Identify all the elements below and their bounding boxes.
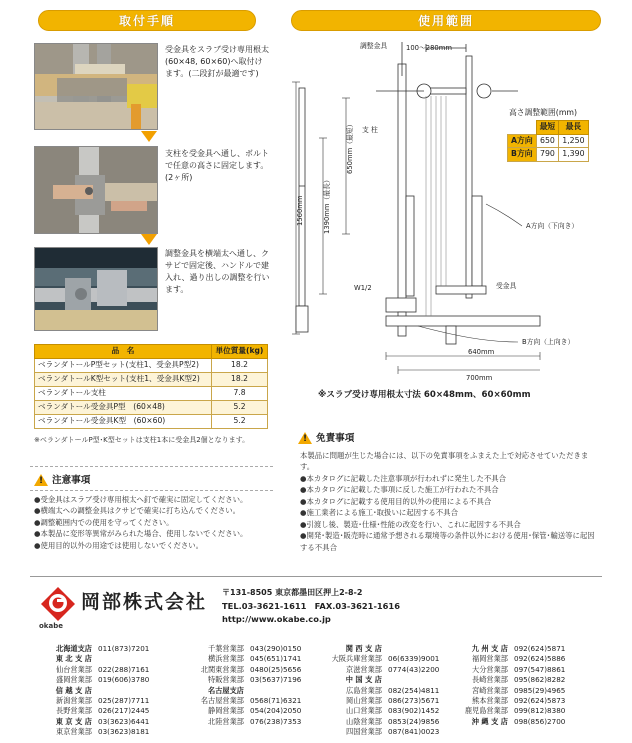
contact-row <box>452 696 582 706</box>
office-tel: 086(273)5671 <box>388 696 440 706</box>
office-name: 信 越 支 店 <box>55 685 92 695</box>
list-item: ●受金具はスラブ受け専用根太へ釘で確実に固定してください。 <box>34 495 248 504</box>
label-w12: W1/2 <box>354 284 372 292</box>
brand-name: okabe <box>39 622 63 630</box>
label-d1390: 1390mm（最長） <box>323 176 331 234</box>
contact-row <box>452 675 582 685</box>
office-name: 千葉営業部 <box>208 644 244 653</box>
office-name: 長野営業部 <box>56 706 92 716</box>
company-url[interactable]: http://www.okabe.co.jp <box>222 614 331 624</box>
precautions-title-text: 注意事項 <box>52 475 91 486</box>
disclaimer-list <box>300 473 600 553</box>
product-name: ベランダトール受金具K型 (60×60) <box>35 415 212 429</box>
section-header-install: 取付手順 <box>38 10 256 31</box>
office-tel: 022(288)7161 <box>98 664 150 674</box>
product-weight: 18.2 <box>212 373 268 387</box>
office-tel: 03(3623)6441 <box>98 716 150 726</box>
contact-row <box>182 717 308 727</box>
office-tel: 082(254)4811 <box>388 685 440 695</box>
table-row <box>508 134 589 148</box>
office-tel: 0774(43)2200 <box>388 664 440 674</box>
table-row <box>35 387 268 401</box>
label-range-top: 100～280mm <box>406 44 452 52</box>
office-tel: 097(547)8861 <box>514 664 566 674</box>
contact-column-2 <box>182 644 308 727</box>
office-name: 鹿児島営業部 <box>464 706 508 716</box>
contact-row <box>312 686 446 696</box>
office-tel: 0480(25)5656 <box>250 664 302 674</box>
office-tel: 083(902)1452 <box>388 706 440 716</box>
office-name: 北海道支店 <box>56 644 92 653</box>
office-name: 熊本営業部 <box>472 696 508 706</box>
list-item: ●横端太への調整金具はクサビで確実に打ち込んでください。 <box>34 506 241 516</box>
office-name: 京滋営業部 <box>346 664 382 674</box>
height-table-header-max: 最長 <box>559 121 588 135</box>
height-row-label: B方向 <box>508 148 537 162</box>
company-postal: 〒131-8505 東京都墨田区押上2-8-2 <box>222 588 363 597</box>
label-d700: 700mm <box>466 374 493 382</box>
contact-row <box>452 665 582 675</box>
list-item: ●施工業者による施工･取扱いに起因する不具合 <box>300 508 458 518</box>
contact-row <box>312 644 446 654</box>
contact-row <box>182 665 308 675</box>
company-tel: TEL.03-3621-1611 FAX.03-3621-1616 <box>222 601 400 611</box>
warning-icon <box>298 432 312 444</box>
divider <box>30 576 602 577</box>
install-photo-2 <box>34 146 158 234</box>
table-row <box>35 401 268 415</box>
contact-column-4 <box>452 644 582 727</box>
product-name: ベランダトール受金具P型 (60×48) <box>35 401 212 415</box>
height-table-corner <box>508 121 537 135</box>
divider <box>30 466 273 467</box>
precautions-list <box>34 494 279 551</box>
contact-row <box>182 644 308 654</box>
office-tel: 043(290)0150 <box>250 644 302 653</box>
label-dir-b: B方向（上向き） <box>522 338 575 346</box>
office-name: 岡山営業部 <box>346 696 382 706</box>
product-weight: 5.2 <box>212 415 268 429</box>
contact-column-1 <box>34 644 162 738</box>
list-item: ●引渡し後、製造･仕様･性能の改変を行い、これに起因する不具合 <box>300 519 521 529</box>
office-name: 北関東営業部 <box>200 664 244 674</box>
label-bracket: 受金具 <box>496 282 517 290</box>
step-arrow-1 <box>141 131 157 142</box>
product-weight: 7.8 <box>212 387 268 401</box>
contact-row <box>452 706 582 716</box>
office-tel: 092(624)5886 <box>514 654 566 664</box>
contact-row <box>312 717 446 727</box>
table-row <box>35 359 268 373</box>
office-tel: 054(204)2050 <box>250 706 302 716</box>
step-arrow-2 <box>141 234 157 245</box>
office-tel: 0568(71)6321 <box>250 696 302 706</box>
table-row <box>35 415 268 429</box>
label-d640: 640mm <box>468 348 495 356</box>
product-table-header-weight: 単位質量(kg) <box>212 345 268 359</box>
contact-row <box>312 696 446 706</box>
office-name: 名古屋支店 <box>208 685 244 695</box>
height-max: 1,390 <box>559 148 588 162</box>
product-weight: 18.2 <box>212 359 268 373</box>
label-d1560: 1560mm <box>296 195 304 226</box>
contact-column-3 <box>312 644 446 738</box>
office-name: 関 西 支 店 <box>345 644 382 653</box>
step-text-1: 受金具をスラブ受け専用根太(60×48, 60×60)へ取付けます。(二段釘が最適です) <box>165 45 269 78</box>
precautions-title <box>34 474 90 488</box>
office-name: 名古屋営業部 <box>200 696 244 706</box>
contact-row <box>182 706 308 716</box>
office-tel: 026(217)2445 <box>98 706 150 716</box>
disclaimer-intro: 本製品に問題が生じた場合には、以下の免責事項をふまえた上で対応させていただきます。 <box>300 451 589 472</box>
office-tel: 011(873)7201 <box>98 644 150 653</box>
office-tel: 0853(24)9856 <box>388 716 440 726</box>
table-row <box>508 148 589 162</box>
contact-row <box>312 675 446 685</box>
office-name: 盛岡営業部 <box>56 675 92 685</box>
office-name: 大阪兵庫営業部 <box>331 654 382 664</box>
office-name: 仙台営業部 <box>56 664 92 674</box>
office-tel <box>92 686 162 696</box>
contact-row <box>34 717 162 727</box>
office-name: 九 州 支 店 <box>471 644 508 653</box>
office-name: 山陰営業部 <box>346 716 382 726</box>
office-tel: 03(5637)7196 <box>250 675 302 685</box>
office-name: 中 国 支 店 <box>345 675 382 685</box>
usage-range-diagram <box>286 36 606 390</box>
contact-row <box>182 696 308 706</box>
height-table <box>507 120 589 162</box>
office-tel: 098(856)2700 <box>514 716 566 726</box>
office-tel: 087(841)0023 <box>388 727 440 737</box>
install-photo-3 <box>34 247 158 331</box>
contact-row <box>312 727 446 737</box>
office-name: 沖 縄 支 店 <box>471 716 508 726</box>
step-text-3: 調整金具を横端太へ通し、クサビで固定後、ハンドルで建入れ、過り出しの調整を行います。 <box>165 249 270 294</box>
product-table <box>34 344 268 429</box>
office-tel: 092(624)5871 <box>514 644 566 653</box>
list-item: ●本カタログに記載した注意事項が行われずに発生した不具合 <box>300 474 507 483</box>
table-row <box>35 373 268 387</box>
list-item: ●本製品に変形等異常がみられた場合、使用しないでください。 <box>34 529 248 539</box>
disclaimer-title <box>298 432 354 446</box>
label-adjuster: 調整金具 <box>360 42 388 50</box>
office-name: 福岡営業部 <box>472 654 508 664</box>
contact-row <box>452 686 582 696</box>
label-d650: 650mm（最短） <box>346 120 354 174</box>
product-name: ベランダトール支柱 <box>35 387 212 401</box>
contact-row <box>34 686 162 696</box>
list-item: ●開発･製造･販売時に通常予想される環境等の条件以外における使用･保管･輸送等に起因する不具合 <box>300 531 595 552</box>
contact-row <box>34 727 162 737</box>
list-item: ●調整範囲内での使用を守ってください。 <box>34 517 174 527</box>
warning-icon <box>34 474 48 486</box>
office-name: 山口営業部 <box>346 706 382 716</box>
office-tel: 0985(29)4965 <box>514 685 566 695</box>
label-dir-a: A方向（下向き） <box>526 222 579 230</box>
office-tel: 045(651)1741 <box>250 654 302 664</box>
contact-row <box>34 706 162 716</box>
office-tel: 099(812)8380 <box>514 706 566 716</box>
contact-row <box>312 706 446 716</box>
contact-row <box>452 644 582 654</box>
office-name: 広島営業部 <box>346 685 382 695</box>
height-table-header-min: 最短 <box>536 121 559 135</box>
height-min: 650 <box>536 134 559 148</box>
office-tel <box>244 686 308 696</box>
label-post: 支 柱 <box>362 126 378 134</box>
office-tel <box>382 644 446 654</box>
office-tel: 095(862)8282 <box>514 675 566 685</box>
height-table-title: 高さ調整範囲(mm) <box>509 108 578 117</box>
contact-row <box>182 654 308 664</box>
product-table-note: ※ベランダトールP型･K型セットは支柱1本に受金具2個となります。 <box>34 436 250 444</box>
office-name: 長崎営業部 <box>472 675 508 685</box>
contact-row <box>182 686 308 696</box>
list-item: ●本カタログに記載した事項に反した施工が行われた不具合 <box>300 485 499 495</box>
office-tel: 092(624)5873 <box>514 696 566 706</box>
step-text-2: 支柱を受金具へ通し、ボルトで任意の高さに固定します。(2ヶ所) <box>165 149 269 182</box>
contact-row <box>452 717 582 727</box>
height-max: 1,250 <box>559 134 588 148</box>
contact-row <box>182 675 308 685</box>
office-tel: 06(6339)9001 <box>388 654 440 664</box>
office-name: 東京営業部 <box>56 727 92 737</box>
contact-row <box>34 696 162 706</box>
office-tel <box>92 654 162 664</box>
office-tel <box>382 675 446 685</box>
product-weight: 5.2 <box>212 401 268 415</box>
list-item: ●使用目的以外の用途では使用しないでください。 <box>34 540 204 550</box>
contact-row <box>34 654 162 664</box>
office-tel: 076(238)7353 <box>250 716 302 726</box>
office-tel: 019(606)3780 <box>98 675 150 685</box>
office-name: 東 北 支 店 <box>55 654 92 664</box>
office-name: 北陸営業部 <box>208 716 244 726</box>
office-name: 大分営業部 <box>472 664 508 674</box>
product-table-header-name: 品 名 <box>35 345 212 359</box>
contact-row <box>452 654 582 664</box>
divider <box>30 490 273 491</box>
product-name: ベランダトールK型セット(支柱1、受金具K型2) <box>35 373 212 387</box>
company-name: 岡部株式会社 <box>81 591 208 613</box>
list-item: ●本カタログに記載する使用目的以外の使用による不具合 <box>300 496 492 506</box>
section-header-range: 使用範囲 <box>291 10 601 31</box>
office-name: 特販営業部 <box>208 675 244 685</box>
contact-row <box>34 665 162 675</box>
product-name: ベランダトールP型セット(支柱1、受金具P型2) <box>35 359 212 373</box>
contact-row <box>34 675 162 685</box>
office-tel: 03(3623)8181 <box>98 727 150 737</box>
diagram-caption: ※スラブ受け専用根太寸法 60×48mm、60×60mm <box>318 390 531 400</box>
office-name: 四国営業部 <box>346 727 382 737</box>
okabe-logo <box>38 584 78 624</box>
install-photo-1 <box>34 43 158 130</box>
height-row-label: A方向 <box>508 134 537 148</box>
office-name: 新潟営業部 <box>56 696 92 706</box>
height-min: 790 <box>536 148 559 162</box>
office-name: 東 京 支 店 <box>55 716 92 726</box>
disclaimer-title-text: 免責事項 <box>316 433 355 444</box>
office-tel: 025(287)7711 <box>98 696 150 706</box>
office-name: 静岡営業部 <box>208 706 244 716</box>
contact-row <box>312 665 446 675</box>
office-name: 横浜営業部 <box>208 654 244 664</box>
contact-row <box>312 654 446 664</box>
contact-row <box>34 644 162 654</box>
office-name: 宮崎営業部 <box>472 685 508 695</box>
